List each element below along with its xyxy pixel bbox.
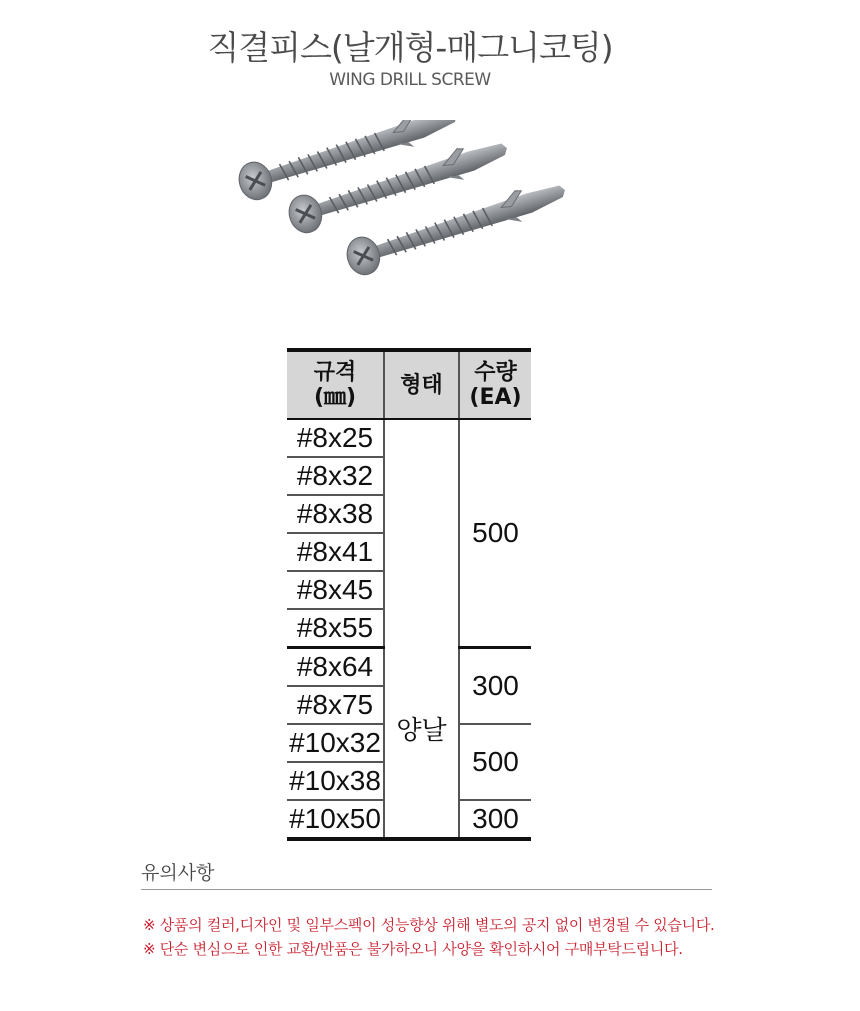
size-cell: #8x41 xyxy=(287,533,384,571)
size-cell: #8x75 xyxy=(287,686,384,724)
quantity-cell: 300 xyxy=(459,800,531,839)
table-header-row xyxy=(287,350,531,419)
size-cell: #10x32 xyxy=(287,724,384,762)
size-cell: #8x25 xyxy=(296,422,374,453)
size-cell: #8x38 xyxy=(287,495,384,533)
header-size xyxy=(287,350,384,419)
header-size-label: 규격 xyxy=(313,360,357,385)
notice-line: ※ 단순 변심으로 인한 교환/반품은 불가하오니 사양을 확인하시어 구매부탁드립니다. xyxy=(143,940,683,958)
notice-divider xyxy=(141,889,712,890)
size-cell: #8x64 xyxy=(287,648,384,687)
size-cell: #10x50 xyxy=(287,800,384,839)
size-cell: #10x38 xyxy=(287,762,384,800)
notice-line: ※ 상품의 컬러,디자인 및 일부스펙이 성능향상 위해 별도의 공지 없이 변경될 수 있습니다. xyxy=(143,916,715,934)
header-quantity xyxy=(459,350,531,419)
page-subtitle: WING DRILL SCREW xyxy=(329,70,491,90)
header-quantity-unit: (EA) xyxy=(469,385,522,410)
quantity-cell: 500 xyxy=(459,419,531,648)
wing-drill-screws-image xyxy=(236,120,586,305)
size-cell: #8x55 xyxy=(287,609,384,648)
quantity-cell: 500 xyxy=(459,724,531,800)
size-cell: #8x32 xyxy=(287,457,384,495)
page-title: 직결피스(날개형-매그니코팅) xyxy=(207,28,613,67)
size-cell: #8x45 xyxy=(287,571,384,609)
table-row xyxy=(287,419,531,457)
header-size-unit: (㎜) xyxy=(313,385,357,410)
header-quantity-label: 수량 xyxy=(474,360,517,385)
type-cell: 양날 xyxy=(384,419,459,839)
notice-title: 유의사항 xyxy=(141,862,215,884)
spec-table xyxy=(287,348,531,841)
header-type: 형태 xyxy=(384,350,459,419)
quantity-cell: 300 xyxy=(459,648,531,725)
